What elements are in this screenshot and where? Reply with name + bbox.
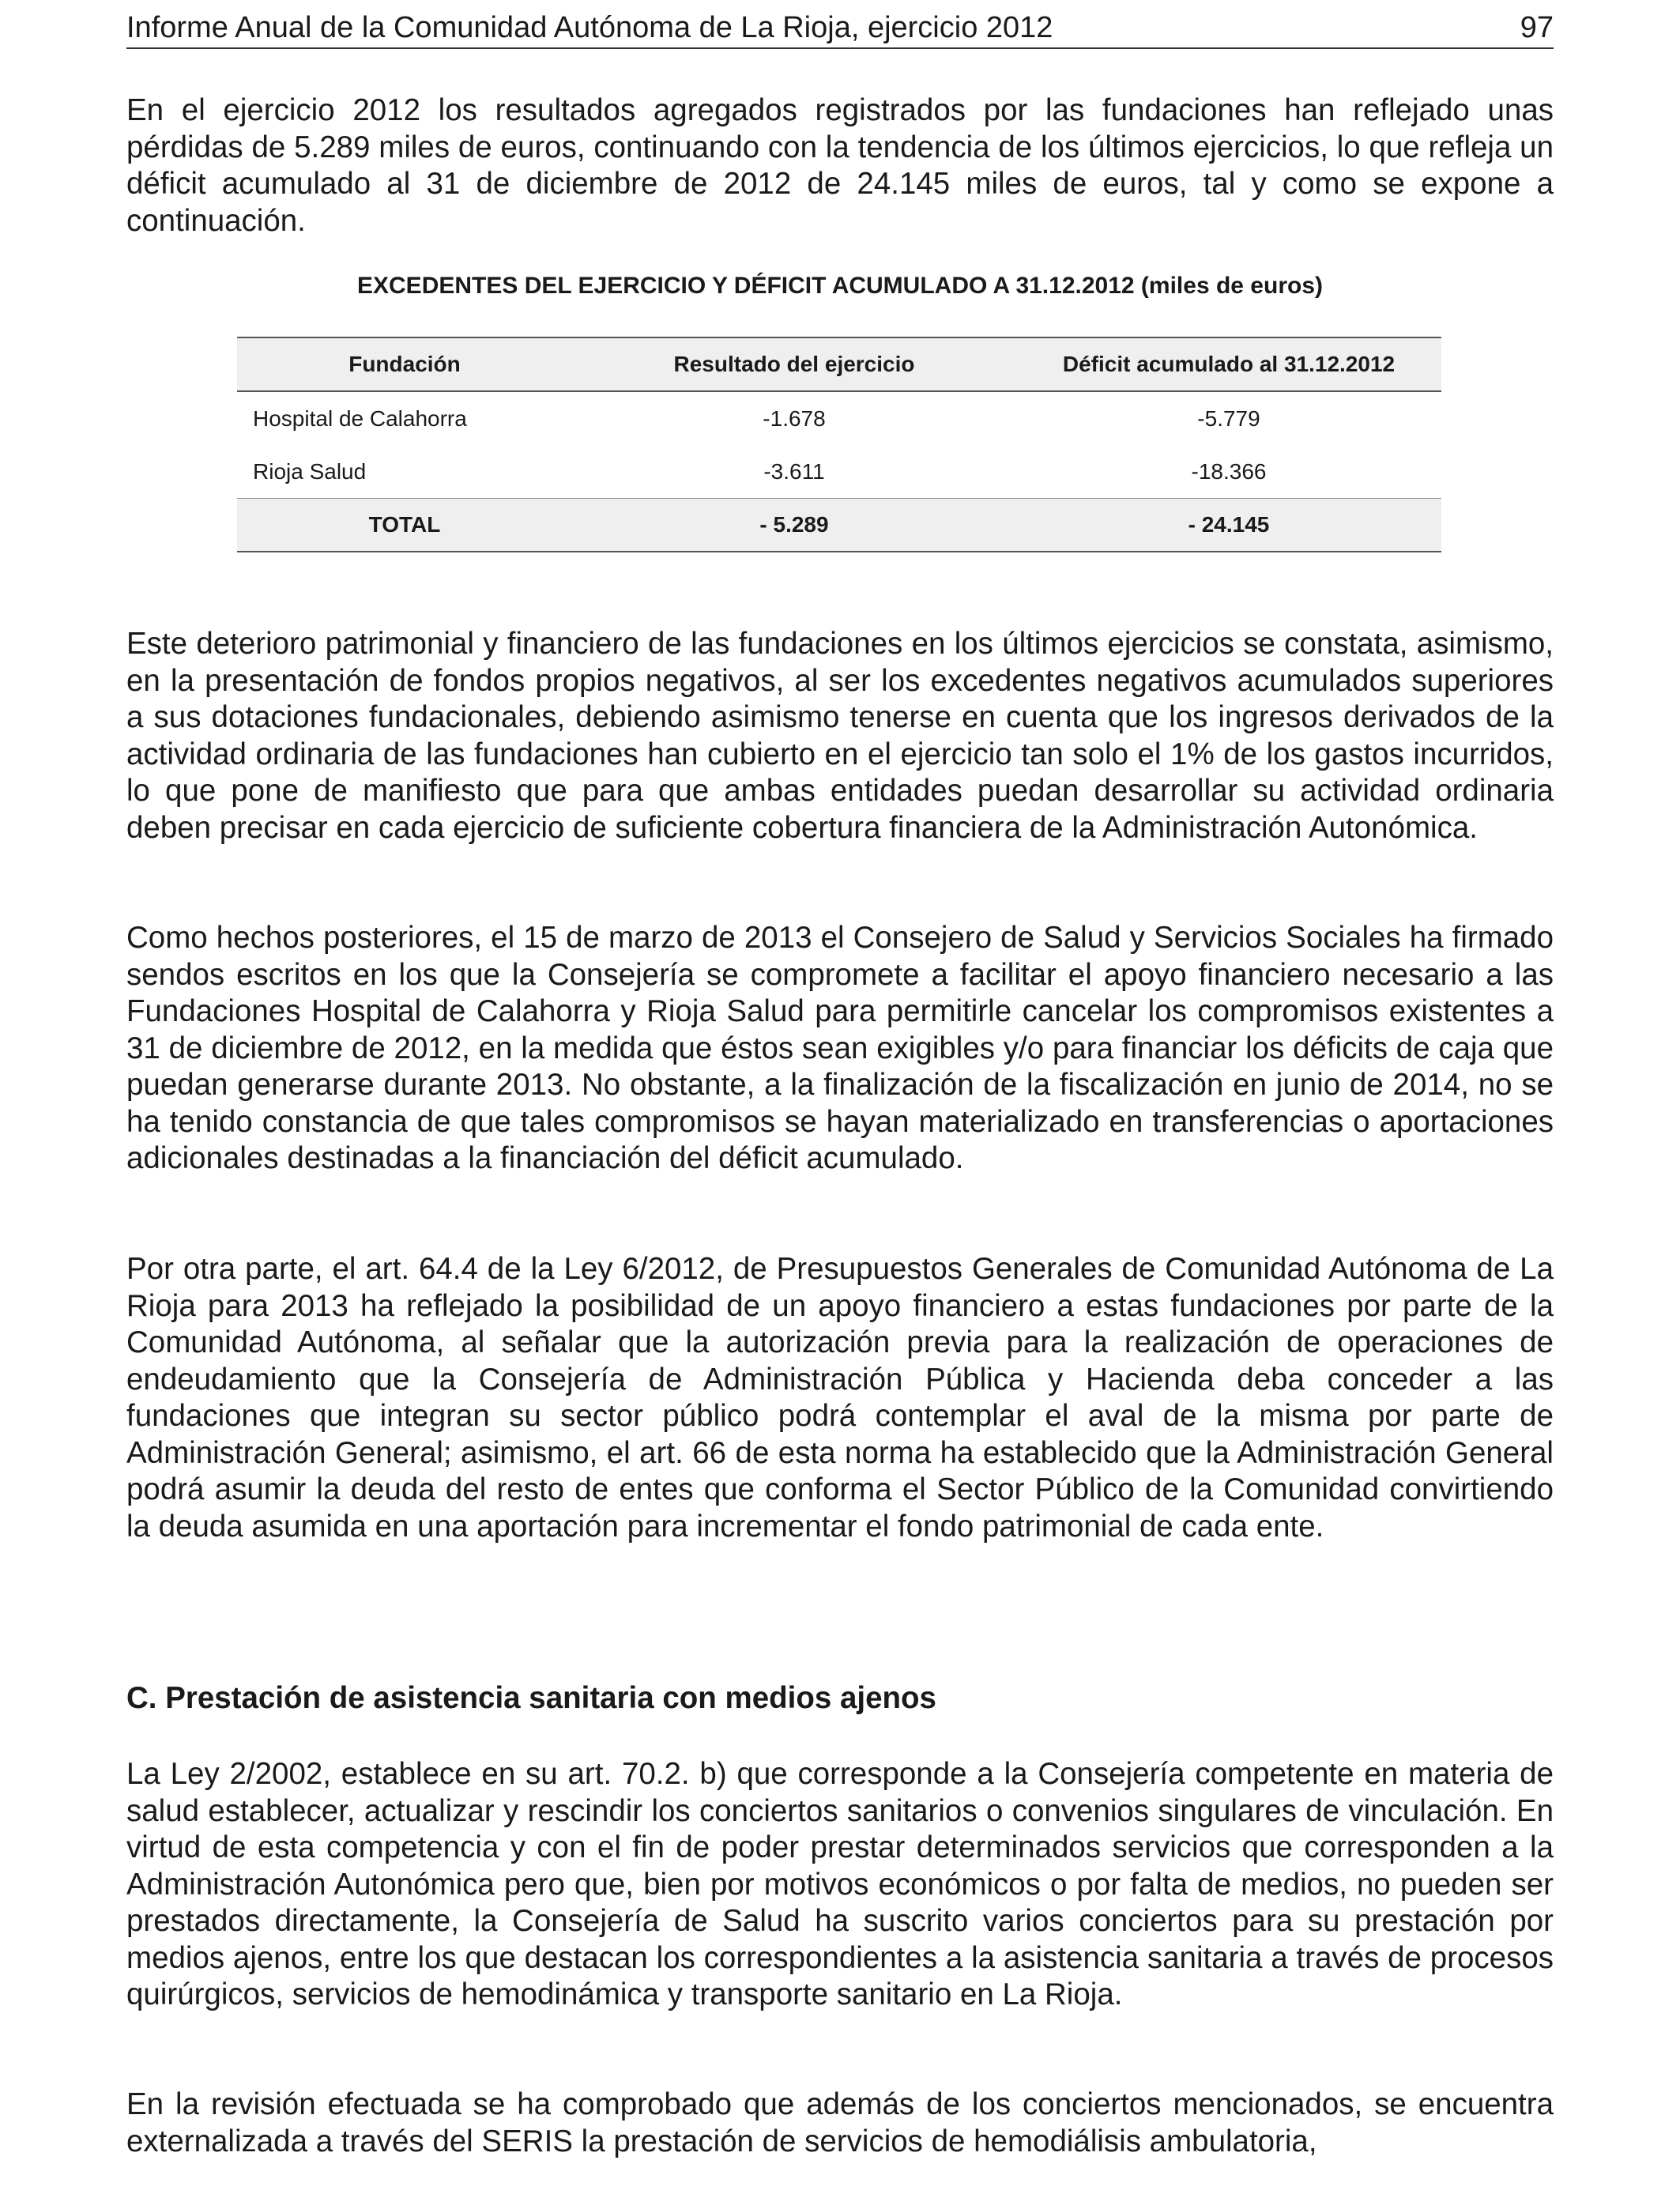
paragraph-2: Este deterioro patrimonial y financiero de las fundaciones en los últimos ejercicios se constata, asimismo, en la presentación de fondos propios negativos, al ser los excedentes negativos acumulados superiores a sus dotaciones fundacionales, debiendo asimismo tenerse en cuenta que los ingresos derivados de la actividad ordinaria de las fundaciones han cubierto en el ejercicio tan solo el 1% de los gastos incurridos, lo que pone de manifiesto que para que ambas entidades puedan desarrollar su actividad ordinaria deben precisar en cada ejercicio de suficiente cobertura financiera de la Administración Autonómica. [126, 627, 1554, 845]
cell-fundacion: Rioja Salud [253, 458, 367, 484]
results-table [237, 337, 1441, 552]
cell-total-label: TOTAL [237, 499, 572, 552]
table-caption: EXCEDENTES DEL EJERCICIO Y DÉFICIT ACUMULADO A 31.12.2012 (miles de euros) [357, 273, 1323, 299]
cell-resultado: -3.611 [763, 458, 825, 484]
cell-total-resultado: - 5.289 [572, 499, 1016, 552]
cell-total-deficit: - 24.145 [1016, 499, 1441, 552]
header-title: Informe Anual de la Comunidad Autónoma de La Rioja, ejercicio 2012 [126, 11, 1053, 44]
table-total-row [237, 499, 1441, 552]
paragraph-1: En el ejercicio 2012 los resultados agregados registrados por las fundaciones han reflejado unas pérdidas de 5.289 miles de euros, continuando con la tendencia de los últimos ejercicios, lo que refleja un déficit acumulado al 31 de diciembre de 2012 de 24.145 miles de euros, tal y como se expone a continuación. [126, 93, 1554, 238]
cell-resultado: -1.678 [763, 405, 826, 431]
section-title: C. Prestación de asistencia sanitaria con medios ajenos [126, 1681, 936, 1715]
table-row [237, 445, 1441, 499]
paragraph-4: Por otra parte, el art. 64.4 de la Ley 6/2012, de Presupuestos Generales de Comunidad Autónoma de La Rioja para 2013 ha reflejado la posibilidad de un apoyo financiero a estas fundaciones por parte de la Comunidad Autónoma, al señalar que la autorización previa para la realización de operaciones de endeudamiento que la Consejería de Administración Pública y Hacienda deba conceder a las fundaciones que integran su sector público podrá contemplar el aval de la misma por parte de Administración General; asimismo, el art. 66 de esta norma ha establecido que la Administración General podrá asumir la deuda del resto de entes que conforma el Sector Público de la Comunidad convirtiendo la deuda asumida en una aportación para incrementar el fondo patrimonial de cada ente. [126, 1252, 1554, 1544]
cell-fundacion: Hospital de Calahorra [253, 405, 467, 431]
table-row [237, 391, 1441, 445]
column-header-deficit: Déficit acumulado al 31.12.2012 [1016, 337, 1441, 391]
paragraph-5: La Ley 2/2002, establece en su art. 70.2. b) que corresponde a la Consejería competente en materia de salud establecer, actualizar y rescindir los conciertos sanitarios o convenios singulares de vinculación. En virtud de esta competencia y con el fin de poder prestar determinados servicios que corresponden a la Administración Autonómica pero que, bien por motivos económicos o por falta de medios, no pueden ser prestados directamente, la Consejería de Salud ha suscrito varios conciertos para su prestación por medios ajenos, entre los que destacan los correspondientes a la asistencia sanitaria a través de procesos quirúrgicos, servicios de hemodinámica y transporte sanitario en La Rioja. [126, 1757, 1554, 2011]
paragraph-6: En la revisión efectuada se ha comprobado que además de los conciertos mencionados, se encuentra externalizada a través del SERIS la prestación de servicios de hemodiálisis ambulatoria, [126, 2087, 1554, 2158]
cell-deficit: -5.779 [1197, 405, 1260, 431]
table-header-row [237, 337, 1441, 391]
page-number: 97 [1520, 11, 1554, 44]
cell-deficit: -18.366 [1191, 458, 1267, 484]
page-header [126, 8, 1554, 49]
paragraph-3: Como hechos posteriores, el 15 de marzo de 2013 el Consejero de Salud y Servicios Sociales ha firmado sendos escritos en los que la Consejería se compromete a facilitar el apoyo financiero necesario a las Fundaciones Hospital de Calahorra y Rioja Salud para permitirle cancelar los compromisos existentes a 31 de diciembre de 2012, en la medida que éstos sean exigibles y/o para financiar los déficits de caja que puedan generarse durante 2013. No obstante, a la finalización de la fiscalización en junio de 2014, no se ha tenido constancia de que tales compromisos se hayan materializado en transferencias o aportaciones adicionales destinadas a la financiación del déficit acumulado. [126, 921, 1554, 1175]
column-header-fundacion: Fundación [237, 337, 572, 391]
column-header-resultado: Resultado del ejercicio [572, 337, 1016, 391]
